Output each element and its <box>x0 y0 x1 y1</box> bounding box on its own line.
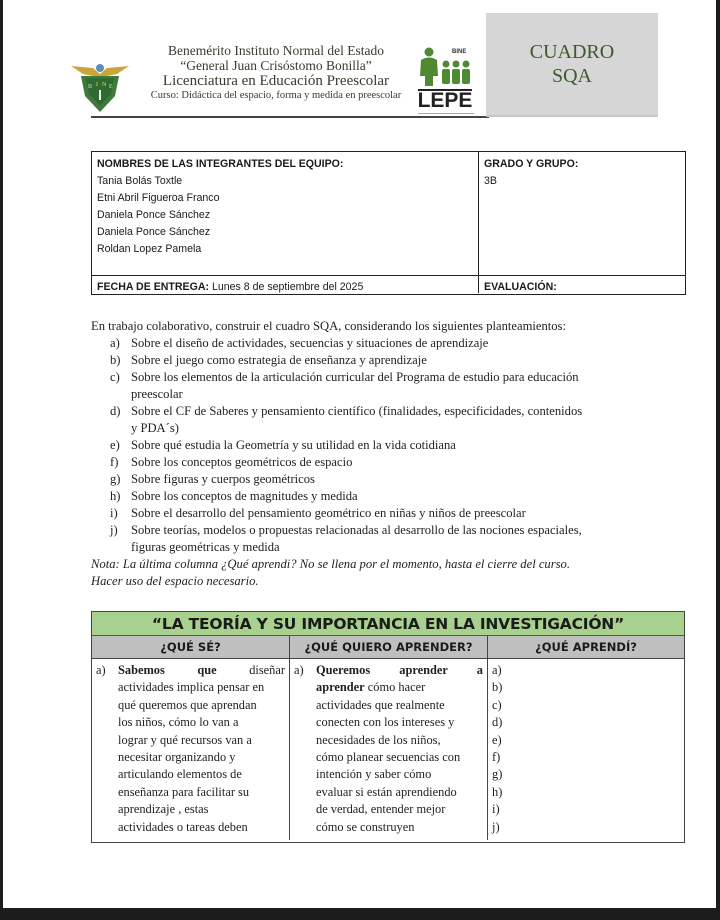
item-marker: g) <box>492 767 503 782</box>
instructions <box>91 318 641 590</box>
bine-label: BINE <box>452 49 467 55</box>
document-title-box <box>486 13 658 117</box>
column-header-que-quiero-aprender: ¿QUÉ QUIERO APRENDER? <box>290 636 488 658</box>
topic-item: c) Sobre los elementos de la articulación curricular del Programa de estudio para educación preescolar <box>110 370 579 401</box>
header-rule <box>91 116 489 118</box>
sqa-header-row <box>92 636 684 659</box>
item-marker: d) <box>492 715 503 730</box>
lepe-label: LEPE <box>417 89 473 112</box>
svg-text:E: E <box>109 84 113 90</box>
svg-text:I: I <box>96 82 98 88</box>
topic-item: h) Sobre los conceptos de magnitudes y medida <box>110 489 358 503</box>
member-name: Tania Bolás Toxtle <box>97 175 183 187</box>
que-quiero-aprender-cell: a) Queremos aprender a aprender cómo hacer actividades que realmente conecten con los intereses y necesidades de los niños, cómo planear secuencias con intención y saber cómo evaluar si están aprendiendo de verdad, entender mejor cómo se construyen <box>290 659 488 840</box>
item-marker: j) <box>492 819 500 834</box>
members-cell <box>92 152 479 275</box>
topics-list <box>110 335 641 556</box>
lepe-logo <box>416 46 486 116</box>
family-figures-icon <box>416 46 476 88</box>
column-header-que-aprendi: ¿QUÉ APRENDÍ? <box>535 640 637 654</box>
svg-text:N: N <box>102 82 107 88</box>
topic-item: j) Sobre teorías, modelos o propuestas relacionadas al desarrollo de las nociones espaciales, figuras geométricas y medida <box>110 523 582 554</box>
evaluation-label: EVALUACIÓN: <box>484 281 557 293</box>
program-name: Licenciatura en Educación Preescolar <box>162 73 390 89</box>
item-marker: f) <box>492 750 501 765</box>
item-marker: a) <box>492 663 502 677</box>
topic-item: i) Sobre el desarrollo del pensamiento geométrico en niñas y niños de preescolar <box>110 506 526 520</box>
member-name: Etni Abril Figueroa Franco <box>97 192 220 204</box>
document-page <box>3 0 716 908</box>
institution-header <box>131 43 421 102</box>
que-se-cell: a) Sabemos que diseñar actividades implica pensar en qué queremos que aprendan los niños, cómo lo van a lograr y qué recursos van a necesitar organizando y articulando elementos de enseñanza para facilitar su aprendizaje , estas actividades o tareas deben <box>92 659 290 840</box>
item-marker: a) <box>96 663 106 677</box>
column-header-que-se: ¿QUÉ SÉ? <box>92 636 290 658</box>
member-name: Daniela Ponce Sánchez <box>97 226 211 238</box>
date-row <box>92 275 685 294</box>
logo-subline <box>418 113 474 114</box>
member-name: Roldan Lopez Pamela <box>97 243 202 255</box>
members-label: NOMBRES DE LAS INTEGRANTES DEL EQUIPO: <box>97 158 344 170</box>
institution-name: Benemérito Instituto Normal del Estado <box>168 43 384 58</box>
evaluation-cell <box>479 276 685 293</box>
item-marker: i) <box>492 802 500 817</box>
topic-item: a) Sobre el diseño de actividades, secuencias y situaciones de aprendizaje <box>110 336 489 350</box>
topic-item: d) Sobre el CF de Saberes y pensamiento científico (finalidades, especificidades, contenidos y PDA´s) <box>110 404 583 435</box>
institution-subname: “General Juan Crisóstomo Bonilla” <box>180 58 372 73</box>
instructions-intro: En trabajo colaborativo, construir el cuadro SQA, considerando los siguientes planteamientos: <box>91 319 566 333</box>
institution-crest-icon <box>69 56 131 112</box>
topic-item: g) Sobre figuras y cuerpos geométricos <box>110 472 315 486</box>
title-line-2: SQA <box>551 65 592 87</box>
que-aprendi-cell <box>488 659 684 840</box>
grade-label: GRADO Y GRUPO: <box>484 158 579 170</box>
item-marker: e) <box>492 732 502 747</box>
member-name: Daniela Ponce Sánchez <box>97 209 211 221</box>
svg-text:B: B <box>88 84 93 90</box>
sqa-table <box>91 611 685 843</box>
team-info-table <box>91 151 686 295</box>
topic-item: e) Sobre qué estudia la Geometría y su utilidad en la vida cotidiana <box>110 438 456 452</box>
title-line-1: CUADRO <box>529 41 615 63</box>
sqa-body-row <box>92 659 684 840</box>
item-marker: b) <box>492 680 503 695</box>
item-marker: h) <box>492 784 503 799</box>
item-marker: a) <box>294 663 304 677</box>
date-value: Lunes 8 de septiembre del 2025 <box>209 281 364 293</box>
grade-cell <box>479 152 685 275</box>
topic-item: f) Sobre los conceptos geométricos de espacio <box>110 455 353 469</box>
date-label: FECHA DE ENTREGA: <box>97 281 210 293</box>
date-cell <box>92 276 479 293</box>
note-text: Nota: La última columna ¿Qué aprendi? No se llena por el momento, hasta el cierre del curso. Hacer uso del espacio necesario. <box>91 557 570 588</box>
sqa-table-title: “LA TEORÍA Y SU IMPORTANCIA EN LA INVESTIGACIÓN” <box>92 612 684 636</box>
grade-value: 3B <box>484 175 497 187</box>
topic-item: b) Sobre el juego como estrategia de enseñanza y aprendizaje <box>110 353 427 367</box>
course-name: Curso: Didáctica del espacio, forma y medida en preescolar <box>150 90 402 101</box>
item-marker: c) <box>492 697 502 712</box>
